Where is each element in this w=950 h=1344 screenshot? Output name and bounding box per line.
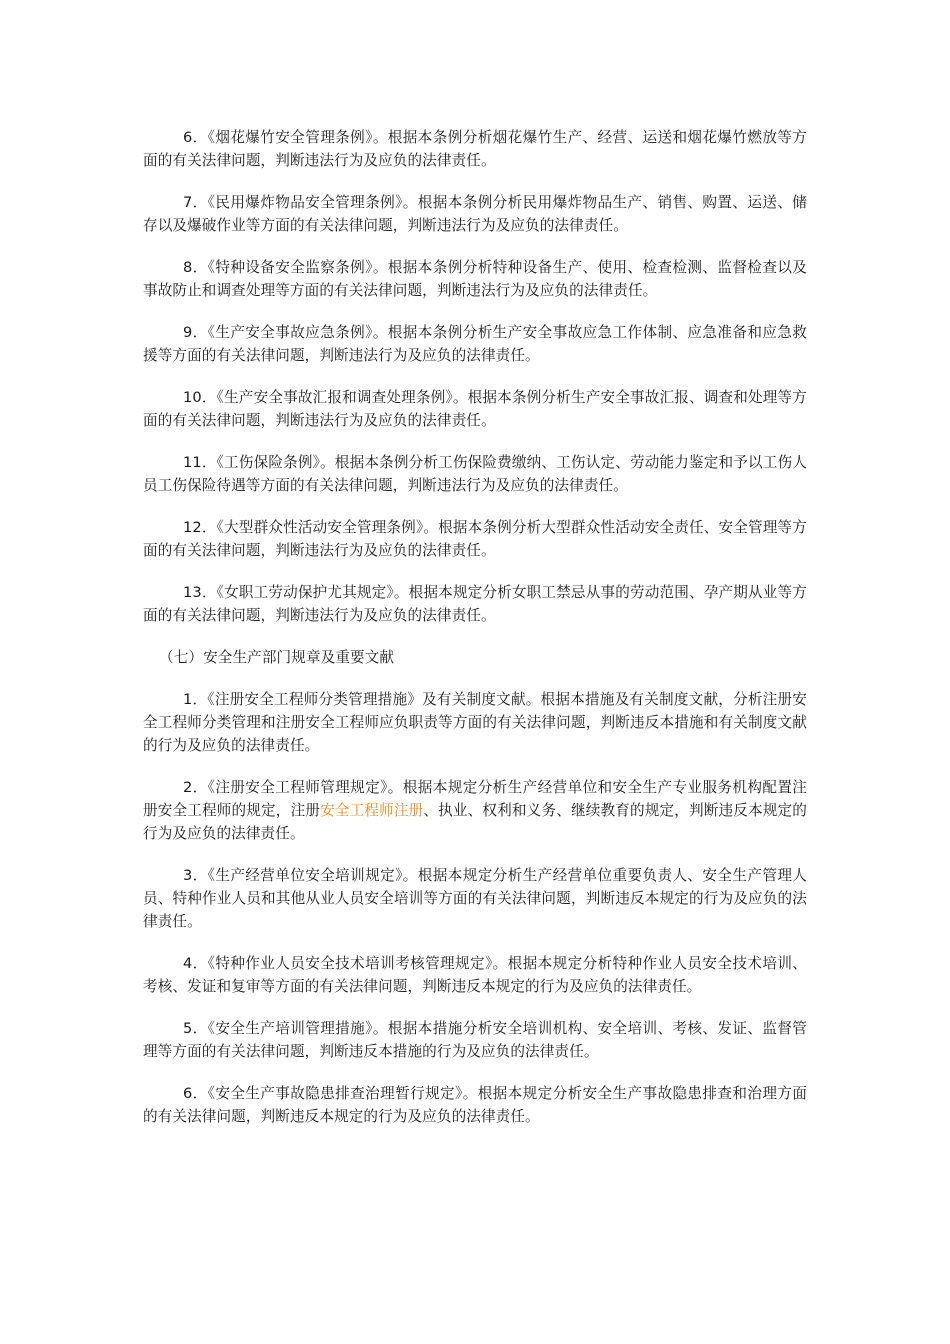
section-item-2-before: 2．《注册安全工程师管理规定》。根据本规定分析生产经营单位和安全生产专业服务机构配置注册安全工程师的规定，注册 <box>143 779 807 819</box>
engineer-registration-link[interactable]: 安全工程师注册 <box>320 802 424 819</box>
document-page <box>143 126 807 1147</box>
paragraph-item-13: 13．《女职工劳动保护尤其规定》。根据本规定分析女职工禁忌从事的劳动范围、孕产期从业等方面的有关法律问题，判断违法行为及应负的法律责任。 <box>143 584 807 624</box>
paragraph-item-7: 7．《民用爆炸物品安全管理条例》。根据本条例分析民用爆炸物品生产、销售、购置、运送、储存以及爆破作业等方面的有关法律问题，判断违法行为及应负的法律责任。 <box>143 194 807 234</box>
section-heading: （七）安全生产部门规章及重要文献 <box>159 649 395 666</box>
section-item-4: 4．《特种作业人员安全技术培训考核管理规定》。根据本规定分析特种作业人员安全技术培训、考核、发证和复审等方面的有关法律问题，判断违反本规定的行为及应负的法律责任。 <box>143 955 807 995</box>
section-item-1: 1．《注册安全工程师分类管理措施》及有关制度文献。根据本措施及有关制度文献，分析注册安全工程师分类管理和注册安全工程师应负职责等方面的有关法律问题，判断违反本措施和有关制度文献的行为及应负的法律责任。 <box>143 691 807 754</box>
paragraph-item-8: 8．《特种设备安全监察条例》。根据本条例分析特种设备生产、使用、检查检测、监督检查以及事故防止和调查处理等方面的有关法律问题，判断违法行为及应负的法律责任。 <box>143 259 807 299</box>
paragraph-item-11: 11．《工伤保险条例》。根据本条例分析工伤保险费缴纳、工伤认定、劳动能力鉴定和予以工伤人员工伤保险待遇等方面的有关法律问题，判断违法行为及应负的法律责任。 <box>143 454 807 494</box>
section-item-2-after: 、执业、权利和义务、继续教育的规定，判断违反本规定的行为及应负的法律责任。 <box>143 802 808 842</box>
section-item-2 <box>143 776 807 845</box>
section-item-5: 5．《安全生产培训管理措施》。根据本措施分析安全培训机构、安全培训、考核、发证、监督管理等方面的有关法律问题，判断违反本措施的行为及应负的法律责任。 <box>143 1020 807 1060</box>
paragraph-item-12: 12．《大型群众性活动安全管理条例》。根据本条例分析大型群众性活动安全责任、安全管理等方面的有关法律问题，判断违法行为及应负的法律责任。 <box>143 519 807 559</box>
section-item-6: 6．《安全生产事故隐患排查治理暂行规定》。根据本规定分析安全生产事故隐患排查和治理方面的有关法律问题，判断违反本规定的行为及应负的法律责任。 <box>143 1085 807 1125</box>
paragraph-item-9: 9．《生产安全事故应急条例》。根据本条例分析生产安全事故应急工作体制、应急准备和应急救援等方面的有关法律问题，判断违法行为及应负的法律责任。 <box>143 324 807 364</box>
section-item-3: 3．《生产经营单位安全培训规定》。根据本规定分析生产经营单位重要负责人、安全生产管理人员、特种作业人员和其他从业人员安全培训等方面的有关法律问题，判断违反本规定的行为及应负的法律责任。 <box>143 867 807 930</box>
paragraph-item-10: 10．《生产安全事故汇报和调查处理条例》。根据本条例分析生产安全事故汇报、调查和处理等方面的有关法律问题，判断违法行为及应负的法律责任。 <box>143 389 807 429</box>
paragraph-item-6: 6．《烟花爆竹安全管理条例》。根据本条例分析烟花爆竹生产、经营、运送和烟花爆竹燃放等方面的有关法律问题，判断违法行为及应负的法律责任。 <box>143 129 807 169</box>
